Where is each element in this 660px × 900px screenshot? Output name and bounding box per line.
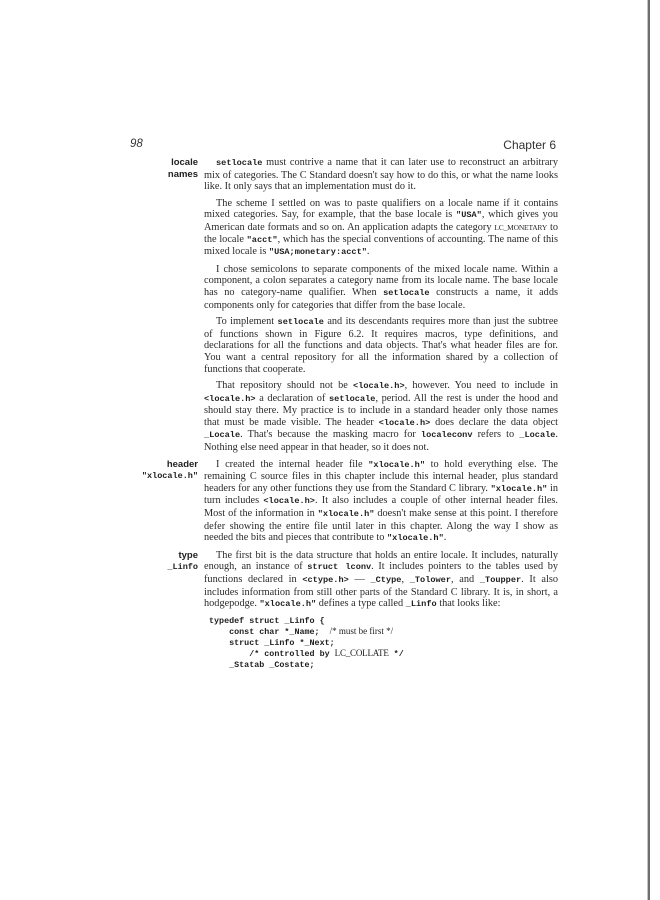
text: must contrive a name that it can later use to reconstruct an arbitrary mix of categories. The C Standard doesn't say how to do this, or what the name looks like. It only says that an implementation must do it. bbox=[204, 157, 558, 193]
text: does declare the data object bbox=[430, 416, 558, 428]
text: . It includes pointers to the tables used by functions declared in bbox=[204, 561, 558, 585]
text: That repository should not be bbox=[216, 380, 354, 392]
text: . It also includes a couple of other internal header files. Most of the information in bbox=[204, 495, 558, 520]
code: _Ctype bbox=[370, 575, 402, 585]
text: I chose semicolons to separate components of the mixed locale name. Within a component, a colon separates a category name from its locale name. The base locale has no category-name qualifier. When bbox=[204, 263, 558, 298]
margin-label: type bbox=[178, 549, 198, 561]
text: to the locale bbox=[204, 221, 558, 245]
code: "USA;monetary:acct" bbox=[268, 247, 367, 258]
margin-label: "xlocale.h" bbox=[141, 471, 198, 482]
page-edge-scrollbar bbox=[647, 0, 650, 900]
code: "xlocale.h" bbox=[368, 459, 425, 470]
macro-name: LC_COLLATE bbox=[334, 648, 389, 659]
code: _Locale bbox=[519, 430, 556, 441]
code: <ctype.h> bbox=[302, 575, 349, 585]
text: The first bit is the data structure that holds an entire locale. It includes, naturally enough, an instance of bbox=[204, 549, 558, 573]
paragraph bbox=[204, 380, 558, 454]
text: To implement bbox=[216, 316, 278, 328]
code: "xlocale.h" bbox=[490, 483, 548, 494]
code: <locale.h> bbox=[378, 417, 431, 428]
text: , bbox=[401, 574, 410, 585]
running-head bbox=[130, 138, 556, 154]
code: <locale.h> bbox=[204, 393, 256, 404]
code-comment: */ bbox=[388, 649, 404, 660]
code: "xlocale.h" bbox=[317, 509, 375, 520]
text: and its descendants requires more than just the subtree of functions shown in Figure 6.2. It requires macros, type definitions, and declarations for all the functions and data objects. That's what header files are for. You want a central repository for all the information shared by a collection of functions that cooperate. bbox=[204, 316, 558, 375]
text: to hold everything else. The remaining C source files in this chapter include this internal header, plus standard headers for any other functions they use from the Standard C library. bbox=[204, 458, 558, 494]
text: . That's because the masking macro for bbox=[240, 429, 421, 441]
code: localeconv bbox=[420, 430, 473, 441]
text: I created the internal header file bbox=[216, 458, 369, 470]
paragraph bbox=[204, 316, 558, 375]
code: "xlocale.h" bbox=[387, 533, 444, 544]
text: in turn includes bbox=[204, 482, 558, 507]
text: . bbox=[443, 532, 447, 544]
code: setlocale bbox=[383, 287, 430, 298]
margin-label: _Linfo bbox=[167, 562, 198, 573]
code-comment: /* must be first */ bbox=[329, 626, 394, 637]
margin-note-locale-names bbox=[118, 157, 198, 180]
text: , which gives you American date formats and so on. An application adapts the category bbox=[204, 209, 558, 233]
code: _Tolower bbox=[409, 575, 451, 585]
code-listing-linfo bbox=[209, 616, 558, 671]
code: "xlocale.h" bbox=[259, 599, 317, 610]
text: , which has the special conventions of accounting. The name of this mixed locale is bbox=[204, 233, 559, 258]
code: _Toupper bbox=[479, 575, 522, 585]
margin-label: locale bbox=[171, 157, 198, 168]
margin-label: header bbox=[166, 458, 198, 470]
paragraph bbox=[167, 549, 559, 611]
paragraph bbox=[167, 157, 558, 193]
margin-label: names bbox=[167, 168, 198, 180]
text: . bbox=[366, 246, 370, 258]
text: doesn't make sense at this point. I therefore defer showing the entire file until later in this chapter. Along the way I show as needed the bits and pieces that contribute to bbox=[204, 508, 558, 544]
text: , and bbox=[451, 574, 480, 585]
code: setlocale bbox=[277, 317, 324, 328]
margin-note-type-linfo bbox=[118, 550, 198, 574]
code-comment: /* controlled by bbox=[209, 649, 335, 660]
text: The scheme I settled on was to paste qualifiers on a locale name if it contains mixed categories. Say, for example, that the base locale is bbox=[204, 197, 558, 221]
text: . Nothing else need appear in that header, so it does not. bbox=[204, 429, 558, 454]
paragraph bbox=[204, 264, 558, 311]
text: defines a type called bbox=[316, 598, 406, 610]
code: "acct" bbox=[246, 234, 278, 245]
text: — bbox=[348, 574, 371, 585]
text: that looks like: bbox=[436, 598, 501, 610]
macro-name: LC_MONETARY bbox=[494, 222, 548, 232]
text: refers to bbox=[472, 429, 520, 441]
margin-note-header-xlocale bbox=[118, 459, 198, 483]
page-number: 98 bbox=[130, 138, 143, 150]
code-line: const char *_Name; bbox=[209, 627, 330, 638]
code: _Linfo bbox=[405, 599, 437, 610]
code: setlocale bbox=[329, 393, 376, 404]
code-line: typedef struct _Linfo { bbox=[209, 615, 325, 626]
code-line: struct _Linfo *_Next; bbox=[209, 637, 335, 648]
chapter-label: Chapter 6 bbox=[503, 138, 556, 152]
code: struct lconv bbox=[307, 562, 372, 573]
text: , however. You need to include in bbox=[404, 380, 558, 392]
code-setlocale: setlocale bbox=[216, 158, 263, 168]
paragraph bbox=[141, 458, 558, 545]
code: "USA" bbox=[456, 210, 482, 221]
code-line: _Statab _Costate; bbox=[209, 659, 315, 670]
page-body bbox=[141, 157, 559, 670]
text: , period. All the rest is under the hood and should stay there. My practice is to include in a standard header only those names that must be made visible. The header bbox=[204, 392, 558, 428]
text: . It also includes information from still other parts of the Standard C library. It is, in short, a hodgepodge. bbox=[204, 574, 559, 610]
code: _Locale bbox=[204, 430, 241, 441]
code: <locale.h> bbox=[263, 496, 315, 507]
paragraph bbox=[204, 198, 558, 259]
text: a declaration of bbox=[255, 392, 330, 404]
text: constructs a name, it adds components only for categories that differ from the base locale. bbox=[204, 286, 558, 311]
code: <locale.h> bbox=[353, 381, 405, 392]
